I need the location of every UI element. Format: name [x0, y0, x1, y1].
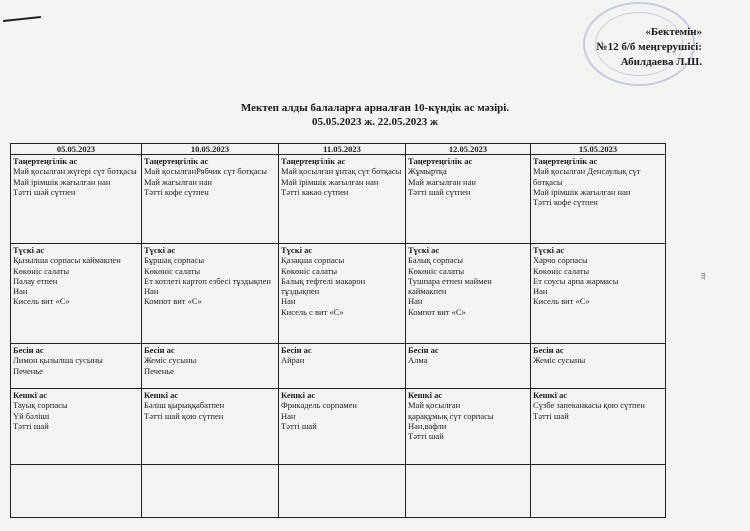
breakfast-row — [11, 155, 666, 244]
dish: Көкөніс салаты — [408, 265, 465, 276]
dish: Тәтті шай — [408, 431, 444, 442]
menu-cell — [279, 244, 406, 344]
dish: Тәтті шай қою сүтпен — [144, 410, 224, 421]
empty-cell — [279, 465, 406, 518]
meal-label: Таңертеңгілік ас — [408, 156, 473, 166]
meal-label: Түскі ас — [533, 245, 565, 255]
meal-label: Бесін ас — [533, 345, 564, 355]
dish: Печенье — [13, 365, 43, 376]
menu-cell — [279, 344, 406, 389]
dish: Тәтті какао сүтпен — [281, 186, 349, 197]
corner-line — [3, 16, 41, 22]
meal-label: Таңертеңгілік ас — [533, 156, 598, 166]
dish: Май қосылған — [408, 400, 461, 411]
dish: Май ірімшік жағылған нан — [13, 176, 111, 187]
meal-label: Кешкі ас — [144, 390, 179, 400]
menu-cell — [11, 244, 142, 344]
dish: Май ірімшік жағылған нан — [281, 176, 379, 187]
dish: Нан — [281, 410, 296, 421]
dish: Көкөніс салаты — [144, 265, 201, 276]
approval-line2: №12 б/б меңгерушісі: — [596, 41, 702, 53]
dish: Тәтті шәй сүтпен — [13, 186, 76, 197]
empty-cell — [11, 465, 142, 518]
dish: Тәтті шай — [13, 420, 49, 431]
dish: Қызылша сорпасы каймакпен — [13, 255, 121, 266]
menu-cell — [531, 344, 666, 389]
menu-cell — [142, 155, 279, 244]
dish: Жеміс сусыны — [533, 355, 586, 366]
lunch-row — [11, 244, 666, 344]
title-line2: 05.05.2023 ж. 22.05.2023 ж — [312, 116, 438, 128]
meal-label: Түскі ас — [281, 245, 313, 255]
date-header: 15.05.2023 — [531, 144, 666, 155]
dish: Тәтті шай — [281, 420, 317, 431]
dish: Бәліш қырыққабатпен — [144, 400, 225, 411]
dish: Тәтті кофе сүтпен — [533, 197, 598, 208]
dish: Ет котлеті картоп езбесі тұздықпен — [144, 275, 271, 286]
approval-block — [597, 25, 702, 70]
dish: Фрикадель сорпамен — [281, 400, 357, 411]
dish: Көкөніс салаты — [13, 265, 70, 276]
dish: Кисель вит «С» — [533, 296, 590, 307]
dish: Компот вит «С» — [408, 306, 466, 317]
date-header: 05.05.2023 — [11, 144, 142, 155]
dish: Қазақша сорпасы — [281, 255, 345, 266]
meal-label: Түскі ас — [144, 245, 176, 255]
menu-table — [10, 143, 666, 518]
meal-label: Бесін ас — [281, 345, 312, 355]
dish: Балық тефтелі макарон тұздықпен — [281, 275, 366, 297]
dish: Тауық сорпасы — [13, 400, 68, 411]
menu-cell — [142, 344, 279, 389]
empty-row — [11, 465, 666, 518]
empty-cell — [531, 465, 666, 518]
menu-cell — [279, 389, 406, 465]
dish: Нан — [144, 286, 159, 297]
dish: Сүзбе запеканкасы қою сүтпен — [533, 400, 645, 411]
dinner-row — [11, 389, 666, 465]
menu-cell — [11, 389, 142, 465]
menu-cell — [531, 389, 666, 465]
dish: Харчо сорпасы — [533, 255, 588, 266]
meal-label: Түскі ас — [408, 245, 440, 255]
approval-line1: «Бектемін» — [645, 26, 702, 38]
meal-label: Бесін ас — [144, 345, 175, 355]
dish: Ет соусы арпа жармасы — [533, 275, 619, 286]
menu-cell — [406, 344, 531, 389]
dish: Айран — [281, 355, 305, 366]
dish: Кисель с вит «С» — [281, 306, 344, 317]
menu-cell — [531, 155, 666, 244]
dish: Май қосылған Денсаулық сүт ботқасы — [533, 166, 641, 187]
meal-label: Бесін ас — [13, 345, 44, 355]
dish: Компот вит «С» — [144, 296, 202, 307]
dish: Нан — [13, 286, 28, 297]
dish: Печенье — [144, 365, 174, 376]
approval-line3: Абилдаева Л.Ш. — [620, 56, 702, 68]
empty-cell — [142, 465, 279, 518]
dish: Май жағылған нан — [408, 176, 476, 187]
menu-cell — [406, 389, 531, 465]
date-header: 12.05.2023 — [406, 144, 531, 155]
dish: Тәтті шай сүтпен — [408, 186, 471, 197]
dish: Үй бәліші — [13, 410, 50, 421]
dish: Кисель вит «С» — [13, 296, 70, 307]
dish: Көкөніс салаты — [281, 265, 338, 276]
menu-cell — [11, 344, 142, 389]
meal-label: Таңертеңгілік ас — [13, 156, 78, 166]
date-header: 11.05.2023 — [279, 144, 406, 155]
meal-label: Кешкі ас — [408, 390, 443, 400]
meal-label: Түскі ас — [13, 245, 45, 255]
snack-row — [11, 344, 666, 389]
menu-cell — [142, 389, 279, 465]
page-title — [0, 101, 750, 129]
meal-label: Кешкі ас — [533, 390, 568, 400]
dish: Нан — [408, 296, 423, 307]
meal-label: Бесін ас — [408, 345, 439, 355]
empty-cell — [406, 465, 531, 518]
dish: Жұмыртқа — [408, 166, 447, 177]
dish: Нан — [533, 286, 548, 297]
dish: Май қосылған жүгері сүт ботқасы — [13, 166, 137, 177]
side-mark: пт — [699, 272, 708, 280]
dish: Нан — [281, 296, 296, 307]
dish: Тушпара етпен маймен каймакпен — [408, 275, 492, 297]
dish: Балық сорпасы — [408, 255, 464, 266]
dish: Алма — [408, 355, 428, 366]
dish: Нан,вафли — [408, 420, 447, 431]
meal-label: Таңертеңгілік ас — [281, 156, 346, 166]
dish: Жеміс сусыны — [144, 355, 197, 366]
dish: Тәтті шай — [533, 410, 569, 421]
dish: Көкөніс салаты — [533, 265, 590, 276]
menu-cell — [142, 244, 279, 344]
dish: Май жағылған нан — [144, 176, 212, 187]
date-header: 10.05.2023 — [142, 144, 279, 155]
menu-cell — [11, 155, 142, 244]
menu-cell — [531, 244, 666, 344]
meal-label: Кешкі ас — [13, 390, 48, 400]
meal-label: Кешкі ас — [281, 390, 316, 400]
date-header-row — [11, 144, 666, 155]
meal-label: Таңертеңгілік ас — [144, 156, 209, 166]
dish: Бұршақ сорпасы — [144, 255, 205, 266]
dish: Май ірімшік жағылған нан — [533, 186, 631, 197]
menu-cell — [406, 244, 531, 344]
menu-cell — [279, 155, 406, 244]
dish: Май қосылғанРябчик сүт ботқасы — [144, 166, 267, 177]
dish: қарақұмық сүт сорпасы — [408, 410, 494, 421]
dish: Лимон қызылша сусыны — [13, 355, 103, 366]
dish: Палау етпен — [13, 275, 58, 286]
dish: Тәтті кофе сүтпен — [144, 186, 209, 197]
menu-cell — [406, 155, 531, 244]
title-line1: Мектеп алды балаларға арналған 10-күндік ас мәзірі. — [240, 102, 510, 114]
dish: Май қосылған ұнтақ сүт ботқасы — [281, 166, 402, 177]
